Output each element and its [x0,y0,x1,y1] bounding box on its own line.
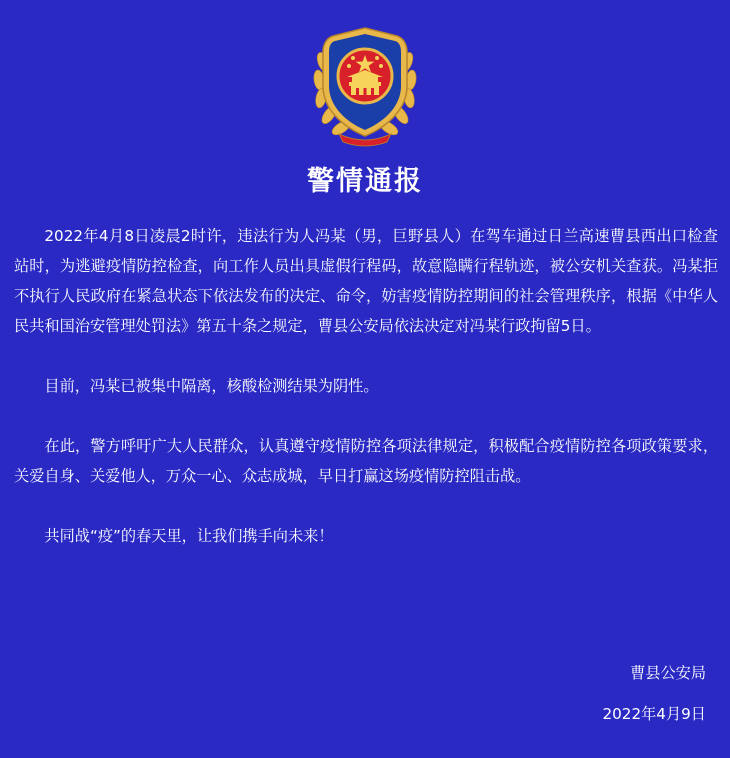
police-emblem-icon [309,22,421,150]
notice-title: 警情通报 [307,166,423,197]
signature-organization: 曹县公安局 [630,664,706,682]
paragraph-status: 目前，冯某已被集中隔离，核酸检测结果为阴性。 [44,377,379,395]
paragraph-appeal: 在此，警方呼吁广大人民群众，认真遵守疫情防控各项法律规定，积极配合疫情防控各项政策要求，关爱自身、关爱他人，万众一心、众志成城，早日打赢这场疫情防控阻击战。 [14,437,718,485]
paragraph-slogan: 共同战“疫”的春天里，让我们携手向未来！ [44,527,334,545]
paragraph-incident: 2022年4月8日凌晨2时许，违法行为人冯某（男，巨野县人）在驾车通过日兰高速曹县西出口检查站时，为逃避疫情防控检查，向工作人员出具虚假行程码，故意隐瞒行程轨迹，被公安机关查获。冯某拒不执行人民政府在紧急状态下依法发布的决定、命令，妨害疫情防控期间的社会管理秩序，根据《中华人民共和国治安管理处罚法》第五十条之规定，曹县公安局依法决定对冯某行政拘留5日。 [14,227,718,335]
emblem-container [0,22,730,150]
signature-date: 2022年4月9日 [602,705,706,723]
notice-body [14,221,718,581]
